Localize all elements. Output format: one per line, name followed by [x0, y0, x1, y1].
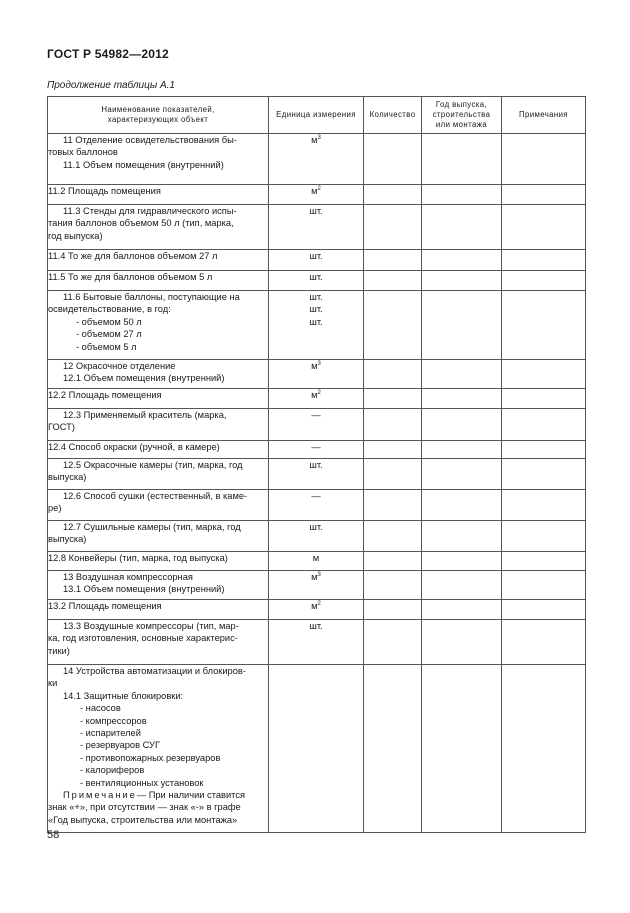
row-unit: $м^3$: [269, 134, 364, 185]
table-row: [48, 250, 586, 271]
row-name: 12.3 Применяемый краситель (марка, ГОСТ): [48, 409, 269, 441]
row-name: 11.5 То же для баллонов объемом 5 л: [48, 271, 269, 291]
list-item: - калориферов: [80, 765, 145, 776]
row-name: 11.2 Площадь помещения: [48, 185, 269, 205]
row-name: 11 Отделение освидетельствования бы- товых баллонов 11.1 Объем помещения (внутренний): [48, 134, 269, 185]
table-row: [48, 360, 586, 389]
table-caption: Продолжение таблицы А.1: [47, 80, 175, 91]
row-unit: шт.: [269, 620, 364, 665]
row-name: 13.3 Воздушные компрессоры (тип, мар- ка, год изготовления, основные характерис- тики): [48, 620, 269, 665]
row-unit: $м^3$: [269, 571, 364, 600]
row-unit: шт.: [269, 205, 364, 250]
row-unit: —: [269, 409, 364, 441]
table-row: [48, 571, 586, 600]
list-item: - насосов: [80, 703, 121, 714]
list-item: - вентиляционных установок: [80, 777, 204, 788]
list-item: - компрессоров: [80, 715, 147, 726]
row-name: 12.2 Площадь помещения: [48, 389, 269, 409]
table-row: [48, 389, 586, 409]
table-row: [48, 291, 586, 360]
table-row: [48, 665, 586, 833]
list-item: - резервуаров СУГ: [80, 740, 160, 751]
row-name: 11.4 То же для баллонов объемом 27 л: [48, 250, 269, 271]
row-name: 12.7 Сушильные камеры (тип, марка, год выпуска): [48, 521, 269, 552]
table-row: [48, 459, 586, 490]
col-header-name: Наименование показателей, характеризующих объект: [48, 97, 269, 134]
row-name: 12.8 Конвейеры (тип, марка, год выпуска): [48, 552, 269, 571]
row-name: 12.6 Способ сушки (естественный, в каме- ре): [48, 490, 269, 521]
row-unit: $м^2$: [269, 185, 364, 205]
row-name: 12.4 Способ окраски (ручной, в камере): [48, 441, 269, 459]
note-line: Примечание— При наличии ставится: [63, 790, 245, 801]
table-row: [48, 205, 586, 250]
col-header-quantity: Количество: [364, 97, 422, 134]
row-name: 11.6 Бытовые баллоны, поступающие на освидетельствование, в год: - объемом 50 л - объемом 27 л - объемом 5 л: [48, 291, 269, 360]
row-name: 13.2 Площадь помещения: [48, 600, 269, 620]
table-row: [48, 441, 586, 459]
row-unit: —: [269, 441, 364, 459]
table-row: [48, 271, 586, 291]
table-header-row: [48, 97, 586, 134]
row-name: 12.5 Окрасочные камеры (тип, марка, год выпуска): [48, 459, 269, 490]
row-unit: шт.: [269, 459, 364, 490]
page-number: 58: [47, 829, 60, 841]
list-item: - противопожарных резервуаров: [80, 752, 221, 763]
row-unit: $м^3$: [269, 360, 364, 389]
table-row: [48, 185, 586, 205]
row-unit: шт.: [269, 521, 364, 552]
row-unit: шт.: [269, 250, 364, 271]
document-header: ГОСТ Р 54982—2012: [47, 47, 169, 61]
row-unit: шт. шт. шт.: [269, 291, 364, 360]
row-unit: $м^2$: [269, 389, 364, 409]
row-quantity: [364, 134, 422, 185]
table-row: [48, 409, 586, 441]
col-header-year: Год выпуска, строительства или монтажа: [422, 97, 502, 134]
table-row: [48, 552, 586, 571]
indicators-table: [47, 96, 586, 833]
row-name: 12 Окрасочное отделение 12.1 Объем помещения (внутренний): [48, 360, 269, 389]
table-row: [48, 600, 586, 620]
row-notes: [502, 134, 586, 185]
table-row: [48, 620, 586, 665]
row-name: 14 Устройства автоматизации и блокиров- ки 14.1 Защитные блокировки: - насосов - компрессоров - испарителей - резервуаров СУГ - противопожарных резервуаров - калориферов - вентиляционных установок Примечание— При наличии ставится знак «+», при отсутствии — знак «-» в графе «Год выпуска, строительства или монтажа»: [48, 665, 269, 833]
row-unit: $м^2$: [269, 600, 364, 620]
row-year: [422, 134, 502, 185]
col-header-unit: Единица измерения: [269, 97, 364, 134]
list-item: - испарителей: [80, 728, 141, 739]
note-label: Примечание: [63, 790, 137, 801]
table-row: [48, 521, 586, 552]
table-row: [48, 134, 586, 185]
table-row: [48, 490, 586, 521]
row-unit: —: [269, 490, 364, 521]
row-unit: шт.: [269, 271, 364, 291]
row-unit: м: [269, 552, 364, 571]
row-name: 11.3 Стенды для гидравлического испы- тания баллонов объемом 50 л (тип, марка, год выпуска): [48, 205, 269, 250]
row-name: 13 Воздушная компрессорная 13.1 Объем помещения (внутренний): [48, 571, 269, 600]
col-header-notes: Примечания: [502, 97, 586, 134]
